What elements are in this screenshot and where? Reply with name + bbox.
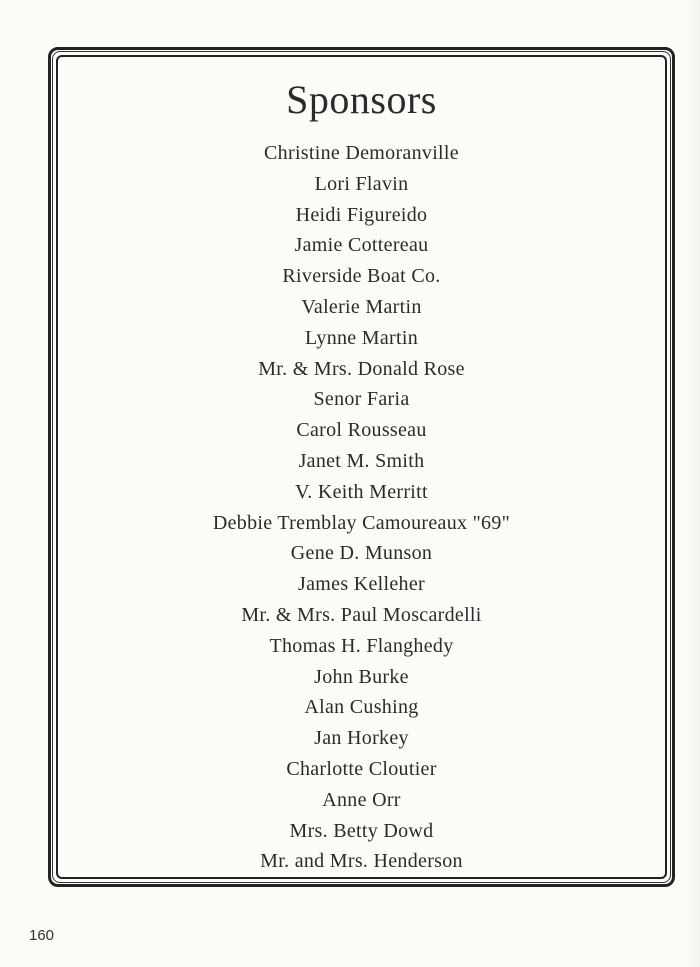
sponsor-name: Senor Faria xyxy=(313,388,410,411)
sponsor-name: Anne Orr xyxy=(322,788,401,811)
sponsor-name: Debbie Tremblay Camoureaux "69" xyxy=(212,511,511,534)
sponsor-name: James Kelleher xyxy=(298,573,425,596)
sponsor-name: Valerie Martin xyxy=(301,295,422,318)
sponsor-name: Gene D. Munson xyxy=(290,542,433,565)
sponsor-name: Riverside Boat Co. xyxy=(282,265,441,288)
sponsor-name: John Burke xyxy=(314,665,409,688)
sponsor-list xyxy=(56,138,667,877)
sponsor-name: Lynne Martin xyxy=(304,326,419,349)
sponsor-name: Mr. & Mrs. Donald Rose xyxy=(258,357,465,380)
sponsor-name: Jan Horkey xyxy=(314,727,409,750)
page-number: 160 xyxy=(29,927,55,944)
sponsor-name: Christine Demoranville xyxy=(264,142,459,164)
sponsor-name: Carol Rousseau xyxy=(296,419,427,442)
page-title: Sponsors xyxy=(286,77,437,122)
sponsor-name: Jamie Cottereau xyxy=(294,234,429,257)
sponsor-name: Mr. and Mrs. Henderson xyxy=(260,850,463,873)
sponsor-name: Thomas H. Flanghedy xyxy=(269,634,454,657)
page-edge-shadow xyxy=(686,0,700,967)
sponsor-name: Alan Cushing xyxy=(304,696,419,719)
sponsor-name: V. Keith Merritt xyxy=(295,480,428,503)
sponsor-name: Heidi Figureido xyxy=(295,203,428,226)
sponsor-name: Janet M. Smith xyxy=(298,449,425,472)
sponsor-name: Mr. & Mrs. Paul Moscardelli xyxy=(241,603,482,626)
sponsor-name: Charlotte Cloutier xyxy=(286,757,437,780)
sponsor-name: Mrs. Betty Dowd xyxy=(289,819,434,842)
sponsor-name: Lori Flavin xyxy=(314,172,409,195)
sponsors-panel xyxy=(56,55,667,877)
